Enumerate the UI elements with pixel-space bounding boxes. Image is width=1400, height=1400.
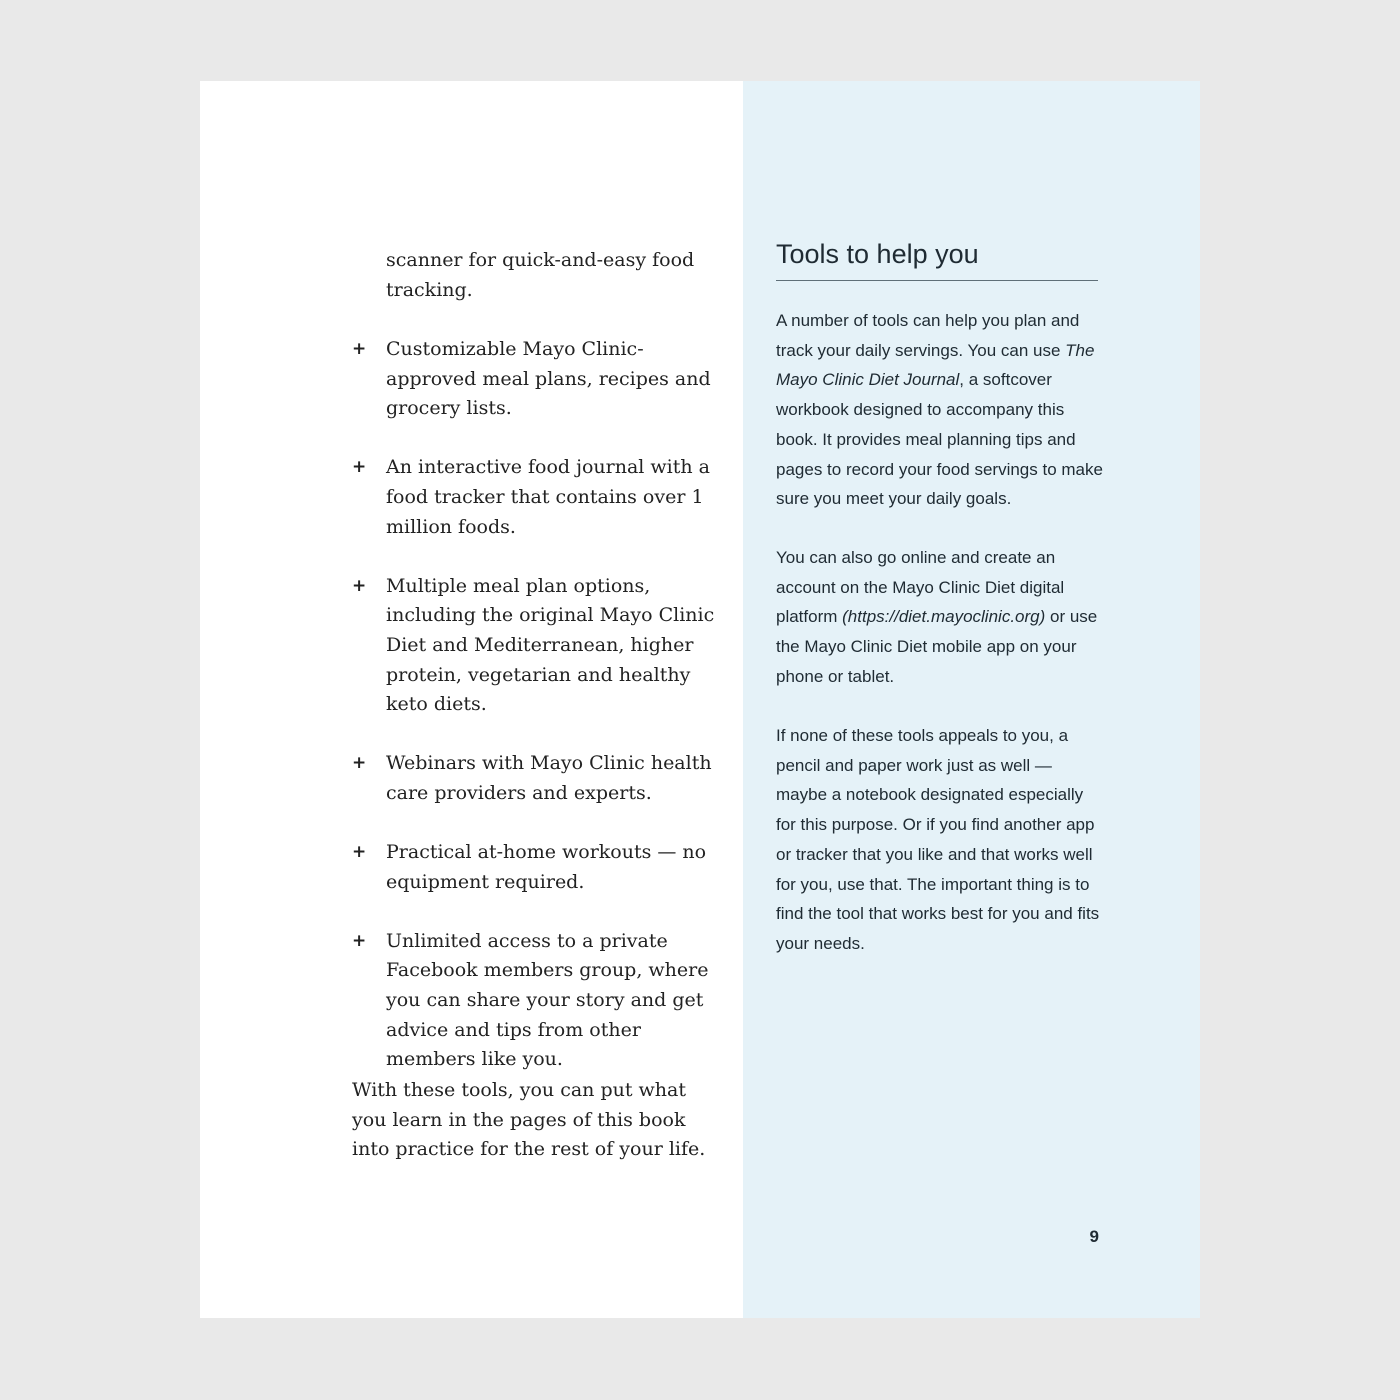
sidebar-paragraph-3: If none of these tools appeals to you, a pencil and paper work just as well — maybe a notebook designated especially for this purpose. Or if you find another app or tracker that you like and that works well for you, use that. The important thing is to find the tool that works best for you and fits your needs. xyxy=(776,726,1100,953)
plus-icon: + xyxy=(352,339,367,359)
paragraph-text: You can also go online and create an account on the Mayo Clinic Diet digital platform xyxy=(776,548,1065,627)
list-item-text: Customizable Mayo Clinic-approved meal plans, recipes and grocery lists. xyxy=(386,338,711,420)
list-item-text: Unlimited access to a private Facebook members group, where you can share your story and get advice and tips from other members like you. xyxy=(386,929,709,1071)
list-item xyxy=(352,572,722,720)
list-item-text: An interactive food journal with a food tracker that contains over 1 million foods. xyxy=(386,456,710,538)
list-item-text: Multiple meal plan options, including the original Mayo Clinic Diet and Mediterranean, higher protein, vegetarian and healthy keto diets. xyxy=(386,574,715,716)
list-item xyxy=(352,927,722,1075)
list-item xyxy=(352,749,722,808)
features-list xyxy=(352,335,722,1104)
plus-icon: + xyxy=(352,575,367,596)
website-url: (https://diet.mayoclinic.org) xyxy=(842,607,1046,627)
list-item xyxy=(352,453,722,542)
plus-icon: + xyxy=(352,842,367,863)
list-item xyxy=(352,838,722,897)
main-column xyxy=(200,81,743,1318)
paragraph-text: A number of tools can help you plan and track your daily servings. You can use xyxy=(776,311,1080,360)
page-number: 9 xyxy=(1089,1227,1099,1246)
plus-icon: + xyxy=(352,457,367,478)
paragraph-text: or use the Mayo Clinic Diet mobile app on your phone or tablet. xyxy=(776,607,1098,686)
paragraph-text: , a softcover workbook designed to accompany this book. It provides meal planning tips and pages to record your food servings to make sure you meet your daily goals. xyxy=(776,370,1103,509)
sidebar-paragraph-2 xyxy=(776,543,1106,692)
continued-text: scanner for quick-and-easy food tracking. xyxy=(386,249,695,301)
plus-icon: + xyxy=(352,753,367,774)
sidebar-paragraph-1 xyxy=(776,306,1106,514)
list-item-text: Webinars with Mayo Clinic health care providers and experts. xyxy=(386,752,712,804)
book-page xyxy=(200,81,1200,1318)
list-item-text: Practical at-home workouts — no equipment required. xyxy=(386,841,707,893)
sidebar-title: Tools to help you xyxy=(776,239,1098,281)
closing-paragraph: With these tools, you can put what you learn in the pages of this book into practice for the rest of your life. xyxy=(352,1079,706,1161)
list-item xyxy=(352,335,722,424)
journal-title: The Mayo Clinic Diet Journal xyxy=(776,340,1095,390)
sidebar-panel xyxy=(743,81,1200,1318)
plus-icon: + xyxy=(352,930,367,951)
